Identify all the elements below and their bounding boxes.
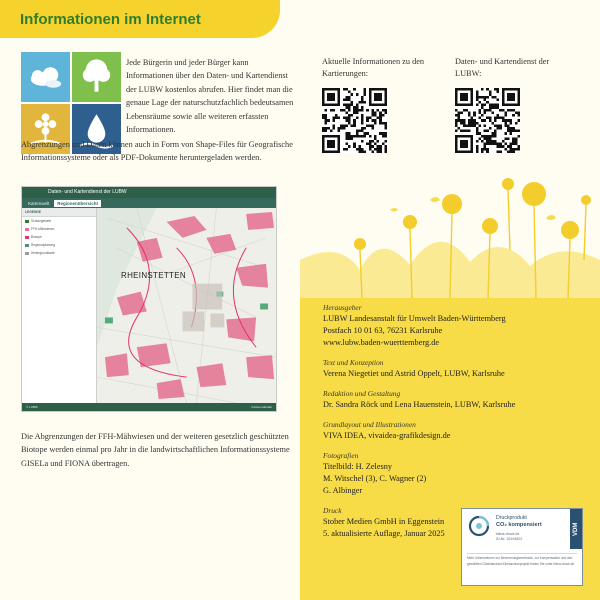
transfer-paragraph: Die Abgrenzungen der FFH-Mähwiesen und der weiteren gesetzlich geschützten Biotope werden einmal pro Jahr in die landwirtschaftlichen Informationssysteme GISELa und FIONA übertragen. <box>21 432 290 468</box>
qr-code-mapping[interactable] <box>322 88 387 153</box>
imprint-section <box>323 419 593 442</box>
map-status-left: © LUBW <box>26 405 38 409</box>
map-toolbar-item: Kartenwelt <box>28 200 50 206</box>
imprint-line: Stober Medien GmbH in Eggenstein <box>323 517 445 526</box>
legend-row <box>22 233 96 241</box>
imprint-section <box>323 302 593 349</box>
legend-label: FFH-Mähwiesen <box>31 227 55 231</box>
imprint-section <box>323 357 593 380</box>
imprint-heading: Druck <box>323 506 342 515</box>
imprint-line: Dr. Sandra Röck und Lena Hauenstein, LUBW, Karlsruhe <box>323 400 516 409</box>
imprint-content <box>323 302 593 540</box>
co2-logo-icon <box>468 515 490 537</box>
qr-label-map-service: Daten- und Kartendienst der LUBW: <box>455 57 550 78</box>
map-toolbar <box>22 198 276 208</box>
map-service-screenshot <box>21 186 277 412</box>
imprint-line: G. Albinger <box>323 486 363 495</box>
cloud-icon <box>21 52 70 102</box>
imprint-heading: Herausgeber <box>323 303 362 312</box>
badge-line-3: klima-druck.de <box>496 532 520 536</box>
map-legend-panel <box>22 208 97 403</box>
map-canvas <box>97 208 276 403</box>
imprint-line: LUBW Landesanstalt für Umwelt Baden-Württemberg <box>323 314 506 323</box>
legend-swatch <box>25 244 29 247</box>
legend-swatch <box>25 252 29 255</box>
imprint-section <box>323 450 593 497</box>
legend-swatch <box>25 228 29 231</box>
legend-label: Hintergrundkarte <box>31 251 55 255</box>
imprint-line: VIVA IDEA, vivaidea-grafikdesign.de <box>323 431 451 440</box>
meadow-illustration <box>300 170 600 298</box>
map-place-label: RHEINSTETTEN <box>121 271 186 280</box>
imprint-line: M. Witschel (3), C. Wagner (2) <box>323 474 427 483</box>
legend-title: LEGENDE <box>22 208 96 217</box>
imprint-line: Postfach 10 01 63, 76231 Karlsruhe <box>323 326 443 335</box>
imprint-line: Verena Niegetiet und Astrid Oppelt, LUBW, Karlsruhe <box>323 369 505 378</box>
imprint-heading: Fotografien <box>323 451 359 460</box>
qr-label-mapping: Aktuelle Informationen zu den Kartierungen: <box>322 57 425 78</box>
page-title: Informationen im Internet <box>20 11 201 28</box>
legend-label: Regionalplanung <box>31 243 55 247</box>
tree-icon <box>72 52 121 102</box>
intro-paragraph: Jede Bürgerin und jeder Bürger kann Informationen über den Daten- und Kartendienst der LUBW kostenlos abrufen. Hier findet man die genaue Lage der naturschutzfachlich bedeutsamen Lebensräume sowie alle weiteren erfassten Informationen. <box>126 58 294 135</box>
legend-row <box>22 225 96 233</box>
legend-row <box>22 249 96 257</box>
climate-compensated-badge <box>461 508 583 586</box>
map-toolbar-tab: Regionenübersicht <box>54 200 101 207</box>
badge-footer: Mehr Informationen zur Berechnungsmethodik, zur Kompensation und den gewählten Goldstandard-Klimaschutzprojekt finden Sie unter klima-druck.de <box>467 553 577 567</box>
map-status-bar <box>22 403 276 411</box>
legend-swatch <box>25 236 29 239</box>
legend-label: Schutzgebiete <box>31 219 52 223</box>
qr-code-map-service[interactable] <box>455 88 520 153</box>
imprint-section <box>323 388 593 411</box>
badge-line-1: Druckprodukt <box>496 515 527 521</box>
legend-label: Biotope <box>31 235 42 239</box>
download-paragraph: Abgrenzungen und Daten können auch in Form von Shape-Files für Geografische Informationssysteme oder als PDF-Dokumente heruntergeladen werden. <box>21 140 293 163</box>
vdm-logo: VDM <box>570 509 582 549</box>
badge-line-2: CO₂ kompensiert <box>496 522 542 528</box>
imprint-line: 5. aktualisierte Auflage, Januar 2025 <box>323 529 445 538</box>
imprint-heading: Text und Konzeption <box>323 358 384 367</box>
map-window-title: Daten- und Kartendienst der LUBW <box>22 187 276 198</box>
imprint-link[interactable]: www.lubw.baden-wuerttemberg.de <box>323 338 440 347</box>
legend-row <box>22 241 96 249</box>
map-status-right: Kartenmaßstab <box>251 405 272 409</box>
imprint-heading: Grundlayout und Illustrationen <box>323 420 416 429</box>
badge-line-4: ID-Nr. 25194822 <box>496 537 523 541</box>
legend-row <box>22 217 96 225</box>
legend-swatch <box>25 220 29 223</box>
imprint-line: Titelbild: H. Zelesny <box>323 462 393 471</box>
imprint-heading: Redaktion und Gestaltung <box>323 389 401 398</box>
